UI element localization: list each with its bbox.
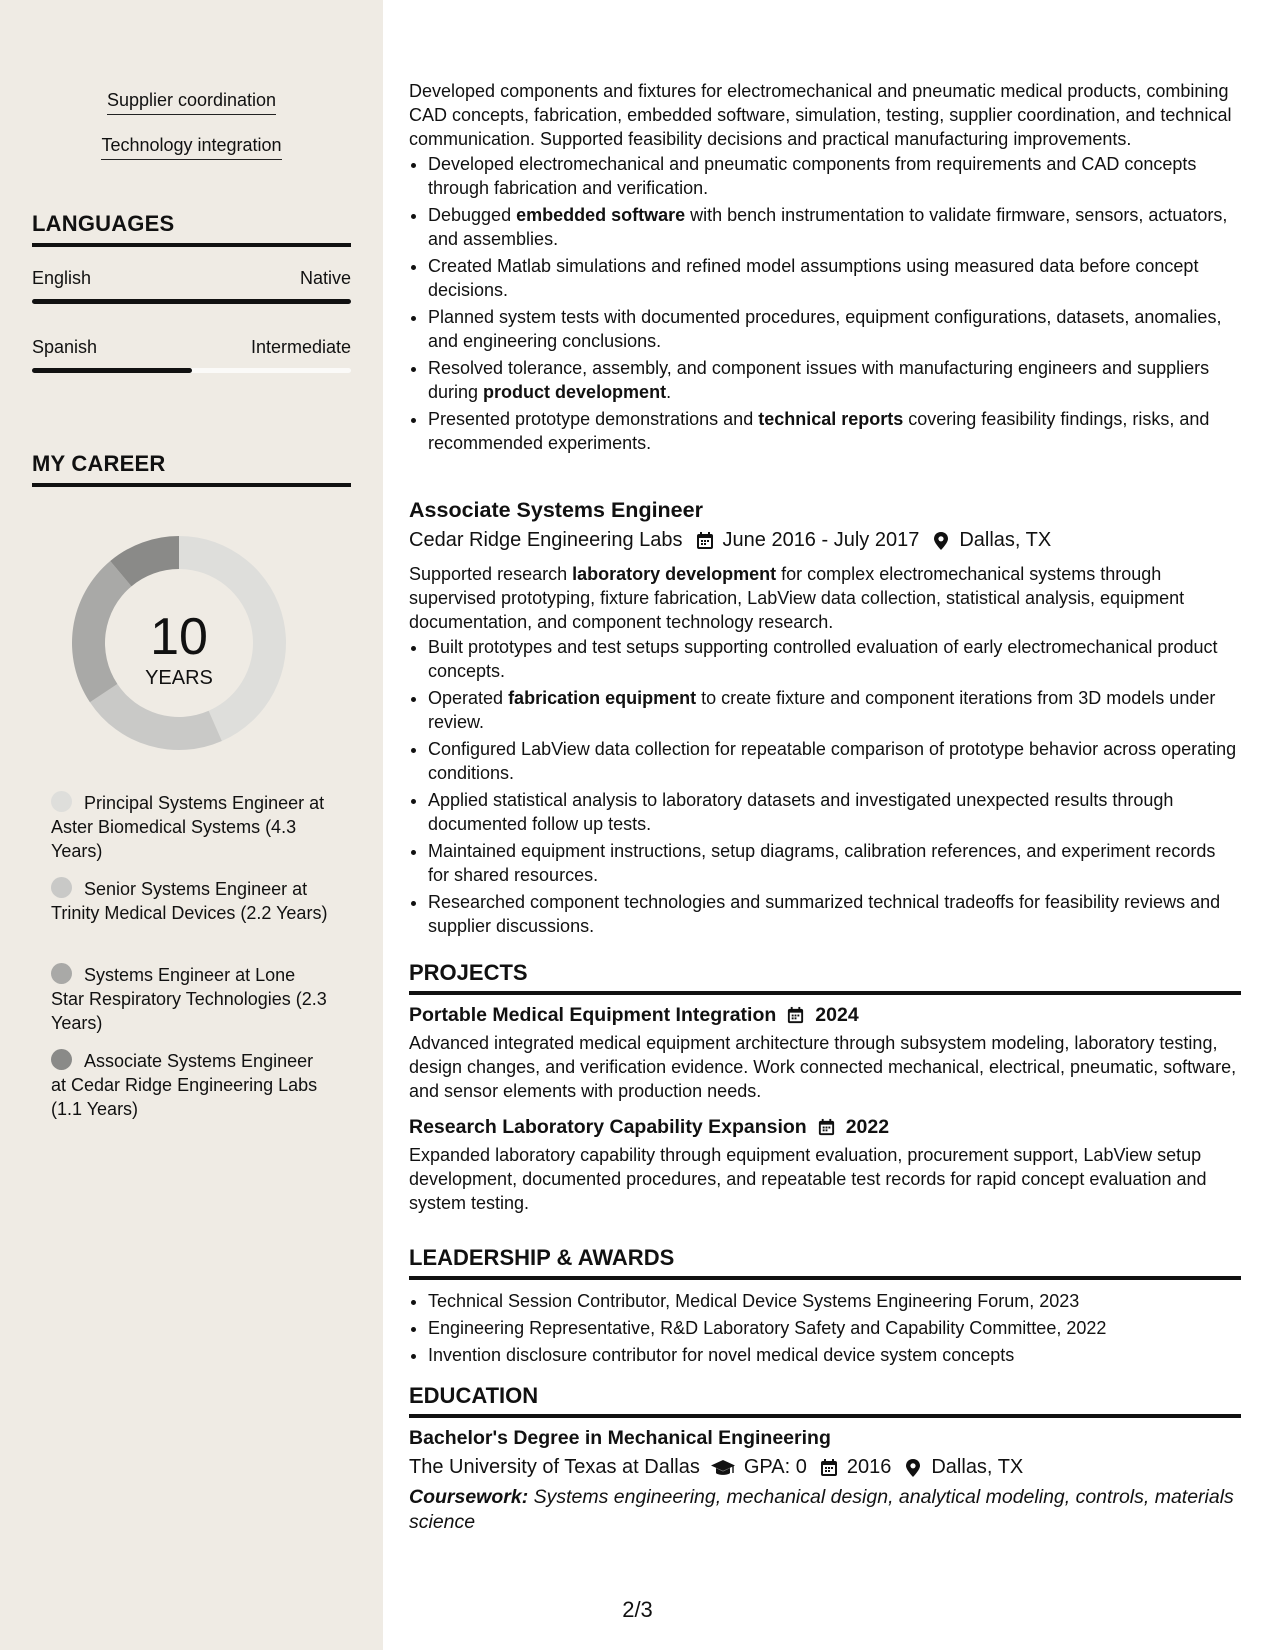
education-location: Dallas, TX <box>931 1456 1024 1478</box>
projects-heading: PROJECTS <box>409 960 1241 995</box>
education-section <box>409 1383 1241 1534</box>
language-proficiency-bar <box>32 368 351 373</box>
bullet-item: • Researched component technologies and summarized technical tradeoffs for feasibility reviews and supplier discussions. <box>428 890 1241 938</box>
page-number: 2/3 <box>622 1597 653 1622</box>
bullet-item: • Planned system tests with documented procedures, equipment configurations, datasets, anomalies, and engineering conclusions. <box>428 305 1241 353</box>
coursework-label: Coursework: <box>409 1486 529 1508</box>
job-bullets <box>409 152 1241 455</box>
language-level: Native <box>299 268 351 288</box>
job-bullets <box>409 635 1241 938</box>
bullet-item: • Developed electromechanical and pneumatic components from requirements and CAD concepts through fabrication and verification. <box>428 152 1241 200</box>
career-legend-item: Principal Systems Engineer at Aster Biomedical Systems (4.3 Years) <box>51 793 325 861</box>
graduation-year: 2016 <box>846 1456 892 1478</box>
language-name: Spanish <box>32 337 98 357</box>
education-heading: EDUCATION <box>409 1383 1241 1418</box>
career-total-unit: YEARS <box>145 667 213 689</box>
bullet-item: • Created Matlab simulations and refined model assumptions using measured data before concept decisions. <box>428 254 1241 302</box>
coursework <box>409 1485 1241 1534</box>
bullet-item: • Presented prototype demonstrations and technical reports covering feasibility findings, risks, and recommended experiments. <box>428 407 1241 455</box>
skill-tag: Technology integration <box>0 133 383 160</box>
job-dates: June 2016 - July 2017 <box>722 529 920 551</box>
project-item <box>409 1004 1241 1104</box>
sidebar <box>0 0 383 1650</box>
calendar-icon <box>819 1458 839 1478</box>
project-description: Advanced integrated medical equipment architecture through subsystem modeling, laboratory testing, design changes, and verification evidence. Work connected mechanical, electrical, pneumatic, software, and sensor elements with production needs. <box>409 1033 1237 1102</box>
previous-job-section <box>409 79 1241 458</box>
calendar-icon <box>817 1118 836 1137</box>
career-legend-item: Associate Systems Engineer at Cedar Ridge Engineering Labs (1.1 Years) <box>51 1051 318 1119</box>
job-summary: Supported research laboratory development for complex electromechanical systems through supervised prototyping, fixture fabrication, LabView data collection, statistical analysis, equipment documentation, and component technology research. <box>409 564 1185 633</box>
career-donut-chart <box>66 530 292 756</box>
calendar-icon <box>786 1006 805 1025</box>
job-section <box>409 498 1241 941</box>
project-title: Portable Medical Equipment Integration <box>409 1004 777 1026</box>
donut-segment-2 <box>72 561 131 702</box>
career-legend-item: Senior Systems Engineer at Trinity Medical Devices (2.2 Years) <box>51 879 328 923</box>
career-heading: MY CAREER <box>32 451 351 487</box>
donut-segment-1 <box>90 684 222 750</box>
location-pin-icon <box>931 531 951 551</box>
award-item: • Engineering Representative, R&D Laboratory Safety and Capability Committee, 2022 <box>428 1316 1241 1340</box>
awards-list <box>409 1289 1241 1367</box>
language-proficiency-fill <box>32 299 351 304</box>
projects-section <box>409 960 1241 1215</box>
project-item <box>409 1116 1241 1216</box>
bullet-item: • Debugged embedded software with bench instrumentation to validate firmware, sensors, actuators, and assemblies. <box>428 203 1241 251</box>
project-description: Expanded laboratory capability through equipment evaluation, procurement support, LabView setup development, documented procedures, and repeatable test records for rapid concept evaluation and system testing. <box>409 1144 1207 1214</box>
language-proficiency-bar <box>32 299 351 304</box>
bullet-item: • Maintained equipment instructions, setup diagrams, calibration references, and experiment records for shared resources. <box>428 839 1241 887</box>
bullet-item: • Built prototypes and test setups supporting controlled evaluation of early electromechanical product concepts. <box>428 635 1241 683</box>
career-total-years: 10 <box>150 608 208 666</box>
project-year: 2024 <box>815 1004 859 1026</box>
legend-dot <box>51 963 72 984</box>
career-legend-item: Systems Engineer at Lone Star Respiratory Technologies (2.3 Years) <box>51 965 327 1033</box>
location-pin-icon <box>903 1458 923 1478</box>
coursework-text: Systems engineering, mechanical design, analytical modeling, controls, materials science <box>409 1486 1234 1533</box>
language-name: English <box>32 268 92 288</box>
legend-dot <box>51 877 72 898</box>
language-row <box>32 268 351 289</box>
school-name: The University of Texas at Dallas <box>409 1456 700 1478</box>
language-level: Intermediate <box>250 337 351 357</box>
job-meta <box>409 529 1241 552</box>
job-summary: Developed components and fixtures for electromechanical and pneumatic medical products, combining CAD concepts, fabrication, embedded software, simulation, testing, supplier coordination, and technical communication. Supported feasibility decisions and practical manufacturing improvements. <box>409 81 1232 150</box>
award-item: • Invention disclosure contributor for novel medical device system concepts <box>428 1343 1241 1367</box>
calendar-icon <box>695 531 715 551</box>
award-item: • Technical Session Contributor, Medical Device Systems Engineering Forum, 2023 <box>428 1289 1241 1313</box>
education-meta <box>409 1456 1241 1479</box>
graduation-cap-icon <box>710 1458 736 1478</box>
legend-dot <box>51 791 72 812</box>
bullet-item: • Resolved tolerance, assembly, and component issues with manufacturing engineers and suppliers during product development. <box>428 356 1241 404</box>
language-row <box>32 337 351 358</box>
degree-title: Bachelor's Degree in Mechanical Engineering <box>409 1427 831 1449</box>
legend-dot <box>51 1049 72 1070</box>
bullet-item: • Applied statistical analysis to laboratory datasets and investigated unexpected results through documented follow up tests. <box>428 788 1241 836</box>
company-name: Cedar Ridge Engineering Labs <box>409 529 683 551</box>
skill-tag: Supplier coordination <box>0 88 383 115</box>
bullet-item: • Configured LabView data collection for repeatable comparison of prototype behavior across operating conditions. <box>428 737 1241 785</box>
language-proficiency-fill <box>32 368 192 373</box>
gpa: GPA: 0 <box>743 1456 807 1478</box>
awards-section <box>409 1245 1241 1369</box>
job-title: Associate Systems Engineer <box>409 498 703 522</box>
project-title: Research Laboratory Capability Expansion <box>409 1115 807 1138</box>
awards-heading: LEADERSHIP & AWARDS <box>409 1245 1241 1280</box>
languages-heading: LANGUAGES <box>32 211 351 247</box>
project-year: 2022 <box>845 1115 890 1138</box>
job-location: Dallas, TX <box>959 529 1052 551</box>
bullet-item: • Operated fabrication equipment to create fixture and component iterations from 3D models under review. <box>428 686 1241 734</box>
